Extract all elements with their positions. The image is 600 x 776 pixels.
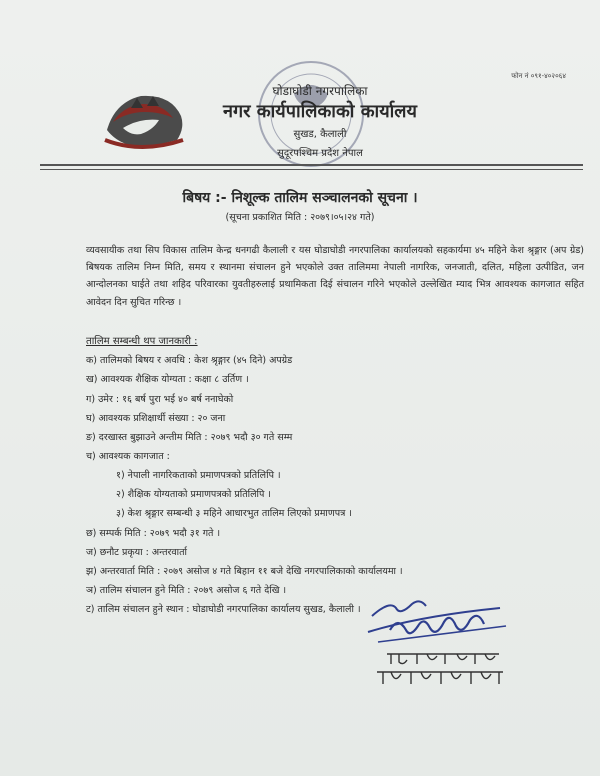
detail-item: क) तालिमको बिषय र अवधि : केश श्रृङ्गार (४५ दिने) अपग्रेड <box>86 355 293 366</box>
detail-item: ञ) तालिम संचालन हुने मिति : २०७९ असोज ६ गते देखि । <box>86 585 287 596</box>
publish-date: (सूचना प्रकाशित मिति : २०७९।०५।२४ गते) <box>225 212 375 223</box>
municipality-name: घोडाघोडी नगरपालिका <box>272 84 368 98</box>
phone-reference: फोन नं ०९१-४०२०६४ <box>511 72 566 80</box>
document-item: ३) केश श्रृङ्गार सम्बन्धी ३ महिने आधारभुत तालिम लिएको प्रमाणपत्र । <box>116 508 352 519</box>
office-name: नगर कार्यपालिकाको कार्यालय <box>223 101 417 122</box>
notice-paragraph: व्यवसायीक तथा सिप विकास तालिम केन्द्र धनगढी कैलाली र यस घोडाघोडी नगरपालिका कार्यालयको सहकार्यमा ४५ महिने केश श्रृङ्गार (अप ग्रेड) बिषयक तालिम निम्न मिति, समय र स्थानमा संचालन हुने भएकोले उक्त तालिममा नेपाली नागरिक, जनजाती, दलित, महिला उत्पीडित, जन आन्दोलनका घाईते तथा शहिद परिवारका युवतीहरुलाई प्रथामिकता दिई संचालन गरिने भएकोले उल्लेखित म्याद भित्र आवश्यक कागजात सहित आवेदन दिन सुचित गरिन्छ । <box>86 245 584 308</box>
detail-item: ख) आवश्यक शैक्षिक योग्यता : कक्षा ८ उर्तिण । <box>86 374 249 385</box>
signatory-title-stamp <box>373 666 507 688</box>
header-divider-bottom <box>40 169 583 170</box>
detail-item: च) आवश्यक कागजात : <box>86 451 170 462</box>
detail-item: ट) तालिम संचालन हुने स्थान : घोडाघोडी नगरपालिका कार्यालय सुखड, कैलाली । <box>86 604 361 615</box>
detail-item: घ) आवश्यक प्रशिक्षार्थी संख्या : २० जना <box>86 413 226 424</box>
province-name: सुदूरपश्चिम प्रदेश नेपाल <box>277 148 363 159</box>
detail-item: ङ) दरखास्त बुझाउने अन्तीम मिति : २०७९ भदौ ३० गते सम्म <box>86 432 293 443</box>
document-item: २) शैक्षिक योग्यताको प्रमाणपत्रको प्रतिलिपि । <box>116 489 272 500</box>
detail-item: ज) छनौट प्रकृया : अन्तरवार्ता <box>86 547 187 558</box>
office-address: सुखड, कैलाली <box>293 129 347 140</box>
document-item: १) नेपाली नागरिकताको प्रमाणपत्रको प्रतिलिपि । <box>116 470 281 481</box>
handwritten-signature <box>360 586 510 648</box>
details-heading: तालिम सम्बन्धी थप जानकारी : <box>86 336 198 347</box>
detail-item: छ) सम्पर्क मिति : २०७९ भदौ ३१ गते । <box>86 528 221 539</box>
notice-title: बिषय :- निशूल्क तालिम सञ्चालनको सूचना । <box>182 190 418 206</box>
header-divider-top <box>40 164 583 166</box>
signatory-name-stamp <box>383 648 503 668</box>
detail-item: झ) अन्तरवार्ता मिति : २०७९ असोज ४ गते बिहान ११ बजे देखि नगरपालिकाको कार्यालयमा । <box>86 566 403 577</box>
detail-item: ग) उमेर : १६ बर्ष पुरा भई ४० बर्ष ननाघेको <box>86 394 234 405</box>
